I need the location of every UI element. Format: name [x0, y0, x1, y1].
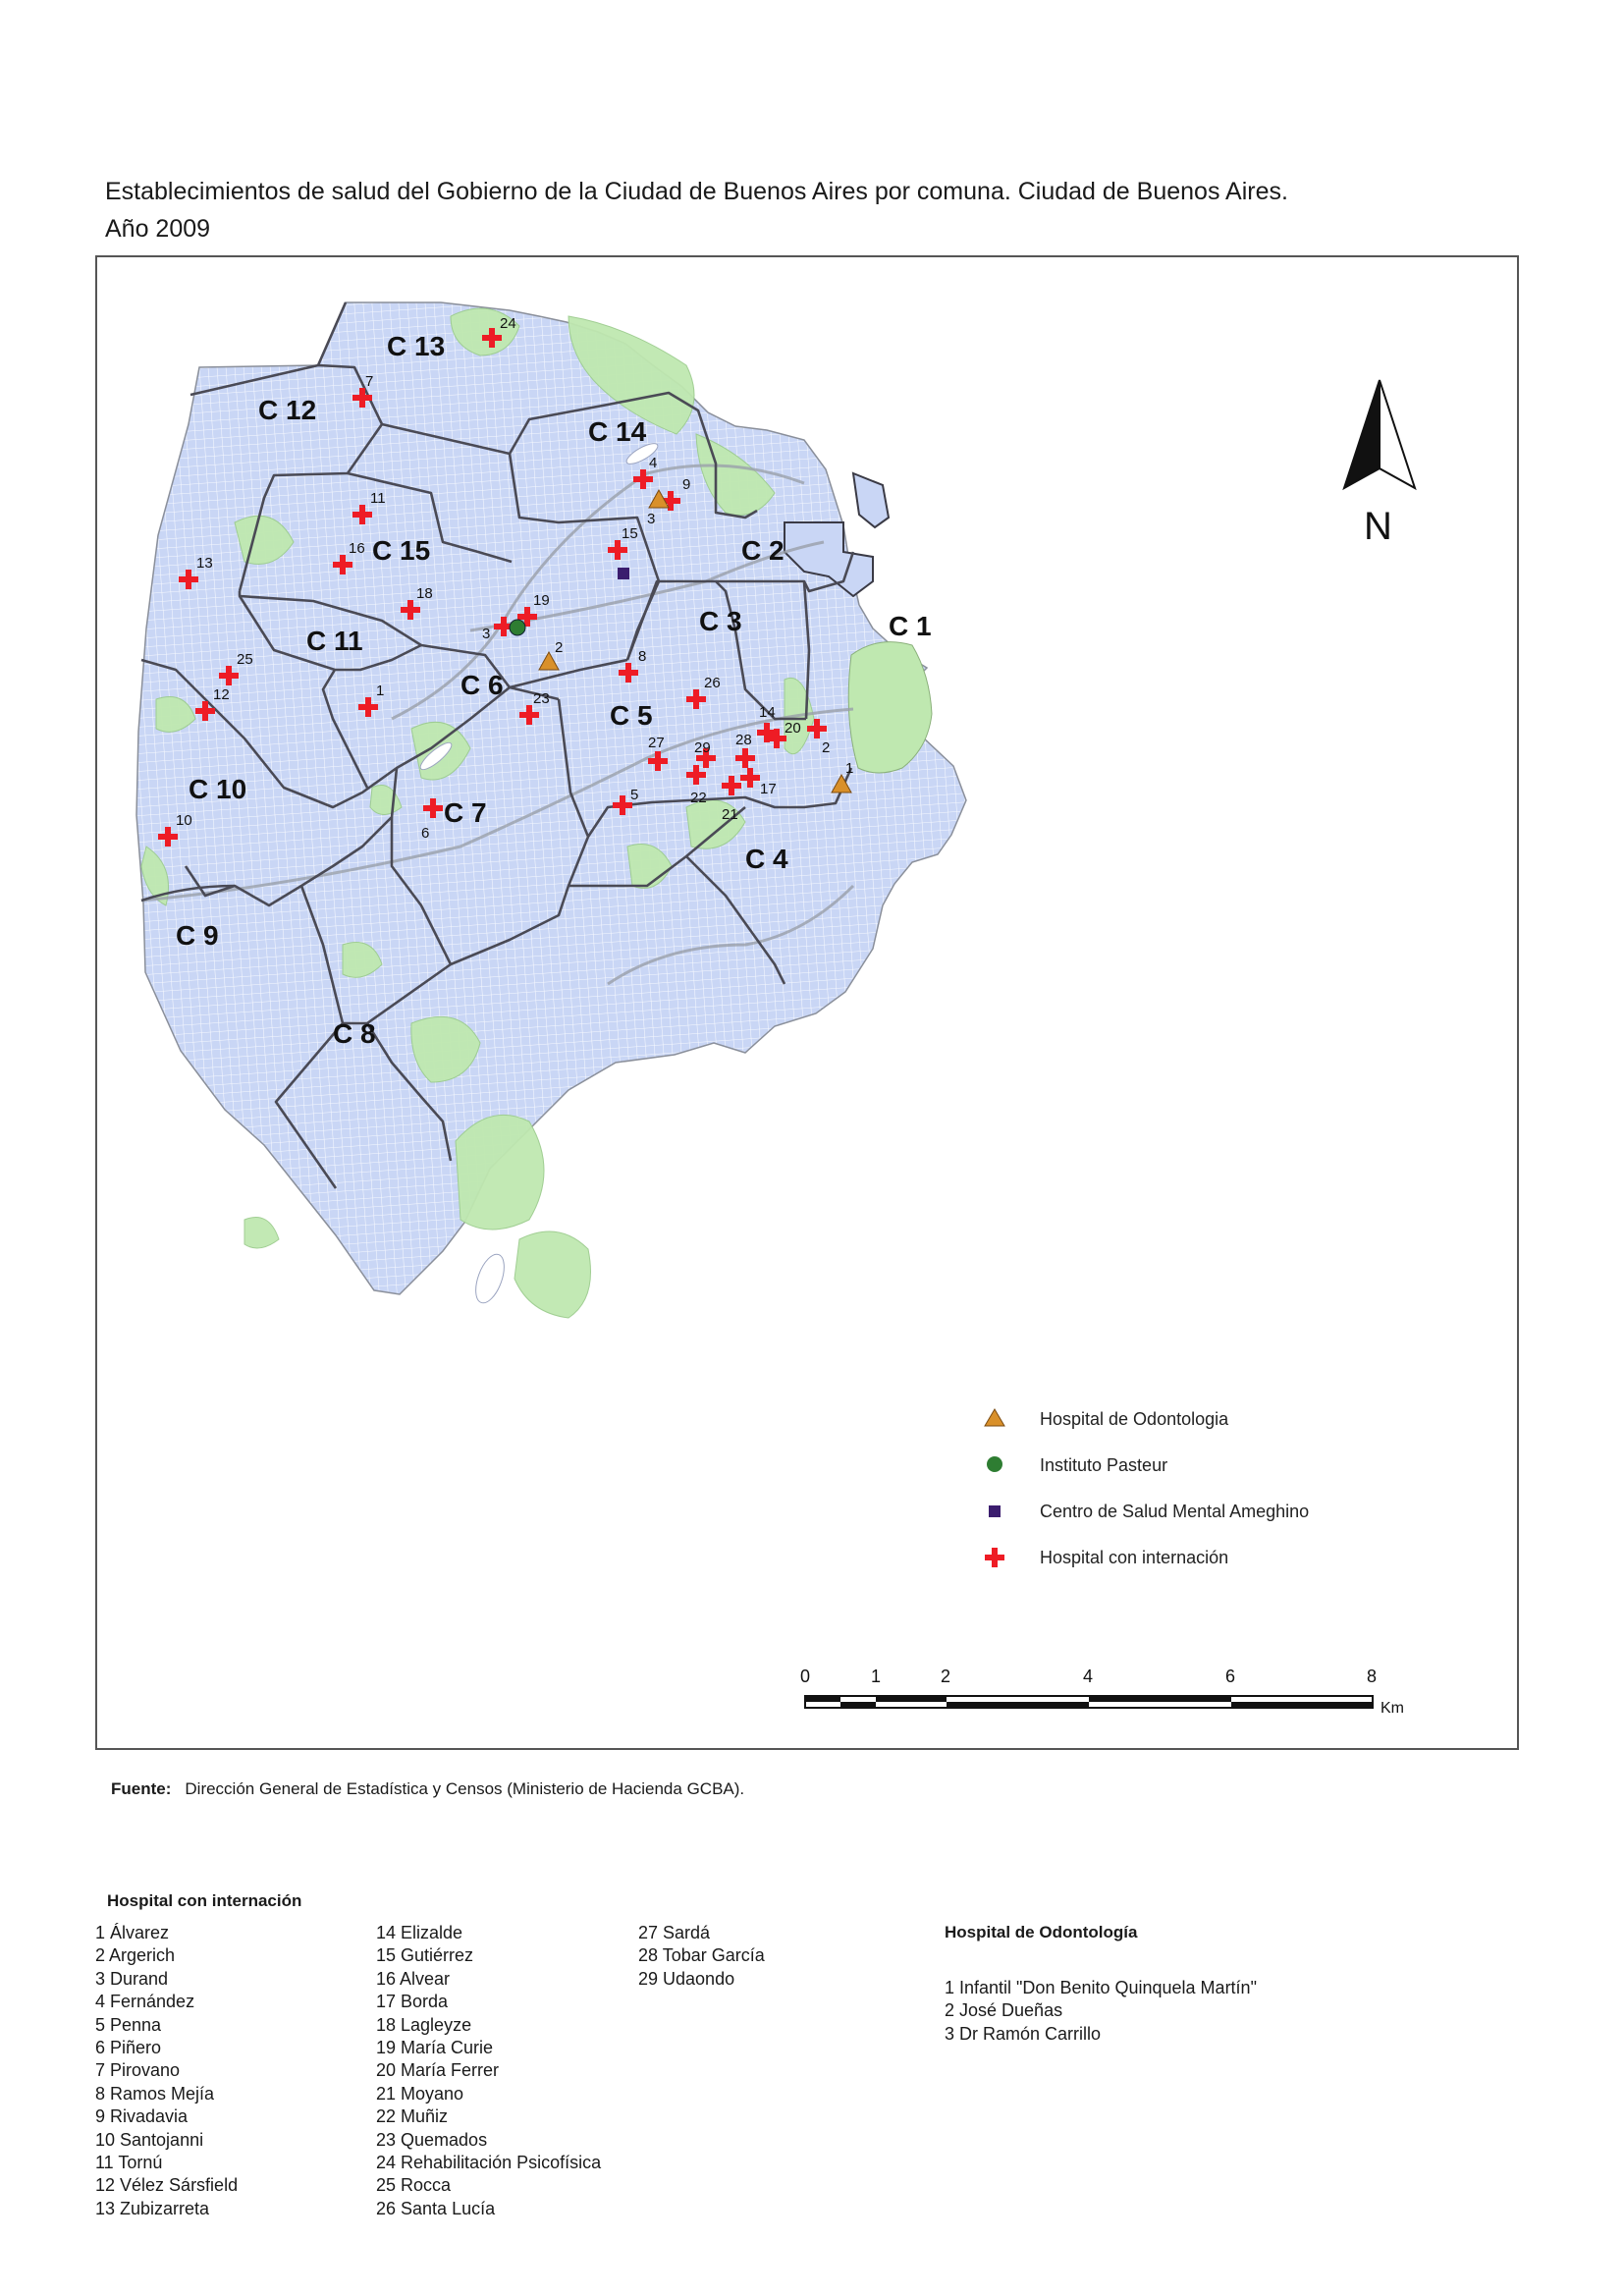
- svg-text:26: 26: [704, 675, 721, 691]
- city-map: [97, 257, 1521, 1752]
- svg-text:2: 2: [941, 1667, 951, 1686]
- legend-odontologia: [985, 1409, 1229, 1429]
- svg-text:20: 20: [785, 720, 801, 737]
- svg-text:1: 1: [845, 760, 854, 777]
- comuna-label-5: C 5: [610, 700, 653, 731]
- list-item: 16 Alvear: [376, 1968, 451, 1989]
- list-item: 17 Borda: [376, 1992, 449, 2012]
- comuna-label-1: C 1: [889, 611, 932, 641]
- north-label: N: [1364, 505, 1392, 548]
- svg-text:13: 13: [196, 555, 213, 572]
- title-line-2: Año 2009: [105, 215, 211, 243]
- svg-text:1: 1: [871, 1667, 882, 1686]
- svg-text:14: 14: [759, 704, 776, 721]
- svg-text:19: 19: [533, 592, 550, 609]
- list-item: 19 María Curie: [376, 2038, 494, 2058]
- list-item: 3 Dr Ramón Carrillo: [945, 2023, 1102, 2044]
- svg-text:1: 1: [376, 683, 385, 699]
- svg-text:6: 6: [421, 825, 430, 842]
- comuna-label-10: C 10: [189, 774, 247, 804]
- comuna-label-6: C 6: [460, 670, 504, 700]
- ameghino-marker: [618, 568, 629, 579]
- list-item: 10 Santojanni: [95, 2129, 204, 2150]
- scale-bar: [800, 1667, 1404, 1717]
- svg-text:16: 16: [349, 540, 365, 557]
- svg-text:17: 17: [760, 781, 777, 797]
- svg-text:3: 3: [482, 626, 491, 642]
- svg-text:12: 12: [213, 686, 230, 703]
- legend: [985, 1409, 1309, 1567]
- svg-text:6: 6: [1225, 1667, 1236, 1686]
- list-item: 28 Tobar García: [638, 1945, 765, 1966]
- svg-text:27: 27: [648, 735, 665, 751]
- title-line-1: Establecimientos de salud del Gobierno de la Ciudad de Buenos Aires por comuna. Ciudad de Buenos Aires.: [105, 178, 1288, 205]
- svg-text:9: 9: [682, 476, 691, 493]
- list-item: 25 Rocca: [376, 2175, 452, 2196]
- svg-text:8: 8: [1367, 1667, 1378, 1686]
- list-item: 3 Durand: [95, 1968, 169, 1989]
- comuna-label-4: C 4: [745, 844, 788, 874]
- svg-text:Hospital de Odontologia: Hospital de Odontologia: [1040, 1409, 1229, 1429]
- map-frame: [95, 255, 1519, 1750]
- list-item: 13 Zubizarreta: [95, 2198, 210, 2218]
- north-arrow: [1344, 380, 1415, 548]
- svg-text:3: 3: [647, 511, 656, 527]
- svg-text:4: 4: [1083, 1667, 1094, 1686]
- list-item: 14 Elizalde: [376, 1923, 463, 1942]
- comuna-label-12: C 12: [258, 395, 317, 425]
- comuna-label-11: C 11: [306, 626, 363, 656]
- hospitals-list-col1: [95, 1922, 238, 2220]
- source-note: [111, 1779, 744, 1799]
- hospitals-list-title: Hospital con internación: [107, 1891, 302, 1910]
- svg-text:21: 21: [722, 806, 738, 823]
- list-item: 1 Álvarez: [95, 1923, 170, 1942]
- svg-text:7: 7: [365, 373, 374, 390]
- legend-ameghino: [989, 1502, 1309, 1521]
- comuna-label-15: C 15: [372, 535, 431, 566]
- hospitals-list-col2: [376, 1922, 601, 2220]
- svg-text:5: 5: [630, 787, 639, 803]
- list-item: 5 Penna: [95, 2014, 162, 2035]
- list-item: 29 Udaondo: [638, 1968, 735, 1989]
- svg-text:10: 10: [176, 812, 192, 829]
- list-item: 20 María Ferrer: [376, 2060, 500, 2081]
- odontologia-list-title: Hospital de Odontología: [945, 1923, 1138, 1941]
- svg-text:11: 11: [370, 490, 386, 507]
- svg-text:29: 29: [694, 739, 711, 756]
- comuna-label-9: C 9: [176, 920, 219, 951]
- list-item: 18 Lagleyze: [376, 2014, 472, 2035]
- svg-text:Instituto Pasteur: Instituto Pasteur: [1040, 1455, 1168, 1475]
- comuna-label-8: C 8: [333, 1018, 376, 1049]
- list-item: 9 Rivadavia: [95, 2106, 189, 2127]
- list-item: 24 Rehabilitación Psicofísica: [376, 2153, 602, 2173]
- list-item: 27 Sardá: [638, 1923, 711, 1942]
- svg-text:22: 22: [690, 790, 707, 806]
- svg-text:2: 2: [822, 739, 831, 756]
- comuna-label-13: C 13: [387, 331, 446, 361]
- comuna-label-14: C 14: [588, 416, 647, 447]
- list-item: 1 Infantil "Don Benito Quinquela Martín": [945, 1978, 1257, 1997]
- city-outline: [136, 302, 966, 1294]
- svg-text:28: 28: [735, 732, 752, 748]
- list-item: 4 Fernández: [95, 1992, 195, 2012]
- svg-text:0: 0: [800, 1667, 811, 1686]
- source-label: Fuente:: [111, 1779, 172, 1798]
- hospitals-list-col3: [638, 1922, 765, 1991]
- comuna-label-7: C 7: [444, 797, 487, 828]
- list-item: 12 Vélez Sársfield: [95, 2175, 239, 2196]
- map-title: [105, 173, 1519, 247]
- comuna-label-2: C 2: [741, 535, 785, 566]
- list-item: 26 Santa Lucía: [376, 2198, 496, 2218]
- svg-text:18: 18: [416, 585, 433, 602]
- svg-text:Hospital con internación: Hospital con internación: [1040, 1548, 1229, 1567]
- odontologia-list: [945, 1977, 1257, 2046]
- svg-text:8: 8: [638, 648, 647, 665]
- list-item: 21 Moyano: [376, 2083, 464, 2104]
- svg-text:23: 23: [533, 690, 550, 707]
- list-item: 7 Pirovano: [95, 2060, 181, 2081]
- legend-hospital: [985, 1548, 1228, 1567]
- list-item: 2 José Dueñas: [945, 2000, 1063, 2021]
- source-text: Dirección General de Estadística y Censos (Ministerio de Hacienda GCBA).: [185, 1779, 745, 1798]
- pasteur-marker: [510, 620, 525, 635]
- list-item: 8 Ramos Mejía: [95, 2083, 215, 2104]
- svg-text:2: 2: [555, 639, 564, 656]
- comuna-label-3: C 3: [699, 606, 742, 636]
- svg-text:15: 15: [622, 525, 638, 542]
- svg-text:Centro de Salud Mental Ameghin: Centro de Salud Mental Ameghino: [1040, 1502, 1310, 1521]
- list-item: 11 Tornú: [95, 2153, 163, 2173]
- list-item: 2 Argerich: [95, 1945, 176, 1966]
- list-item: 15 Gutiérrez: [376, 1945, 474, 1966]
- legend-pasteur: [987, 1455, 1167, 1475]
- svg-text:24: 24: [500, 315, 516, 332]
- svg-text:25: 25: [237, 651, 253, 668]
- list-item: 22 Muñiz: [376, 2106, 449, 2127]
- svg-text:Km: Km: [1380, 1700, 1404, 1717]
- list-item: 6 Piñero: [95, 2038, 162, 2058]
- list-item: 23 Quemados: [376, 2129, 488, 2150]
- svg-text:4: 4: [649, 455, 658, 471]
